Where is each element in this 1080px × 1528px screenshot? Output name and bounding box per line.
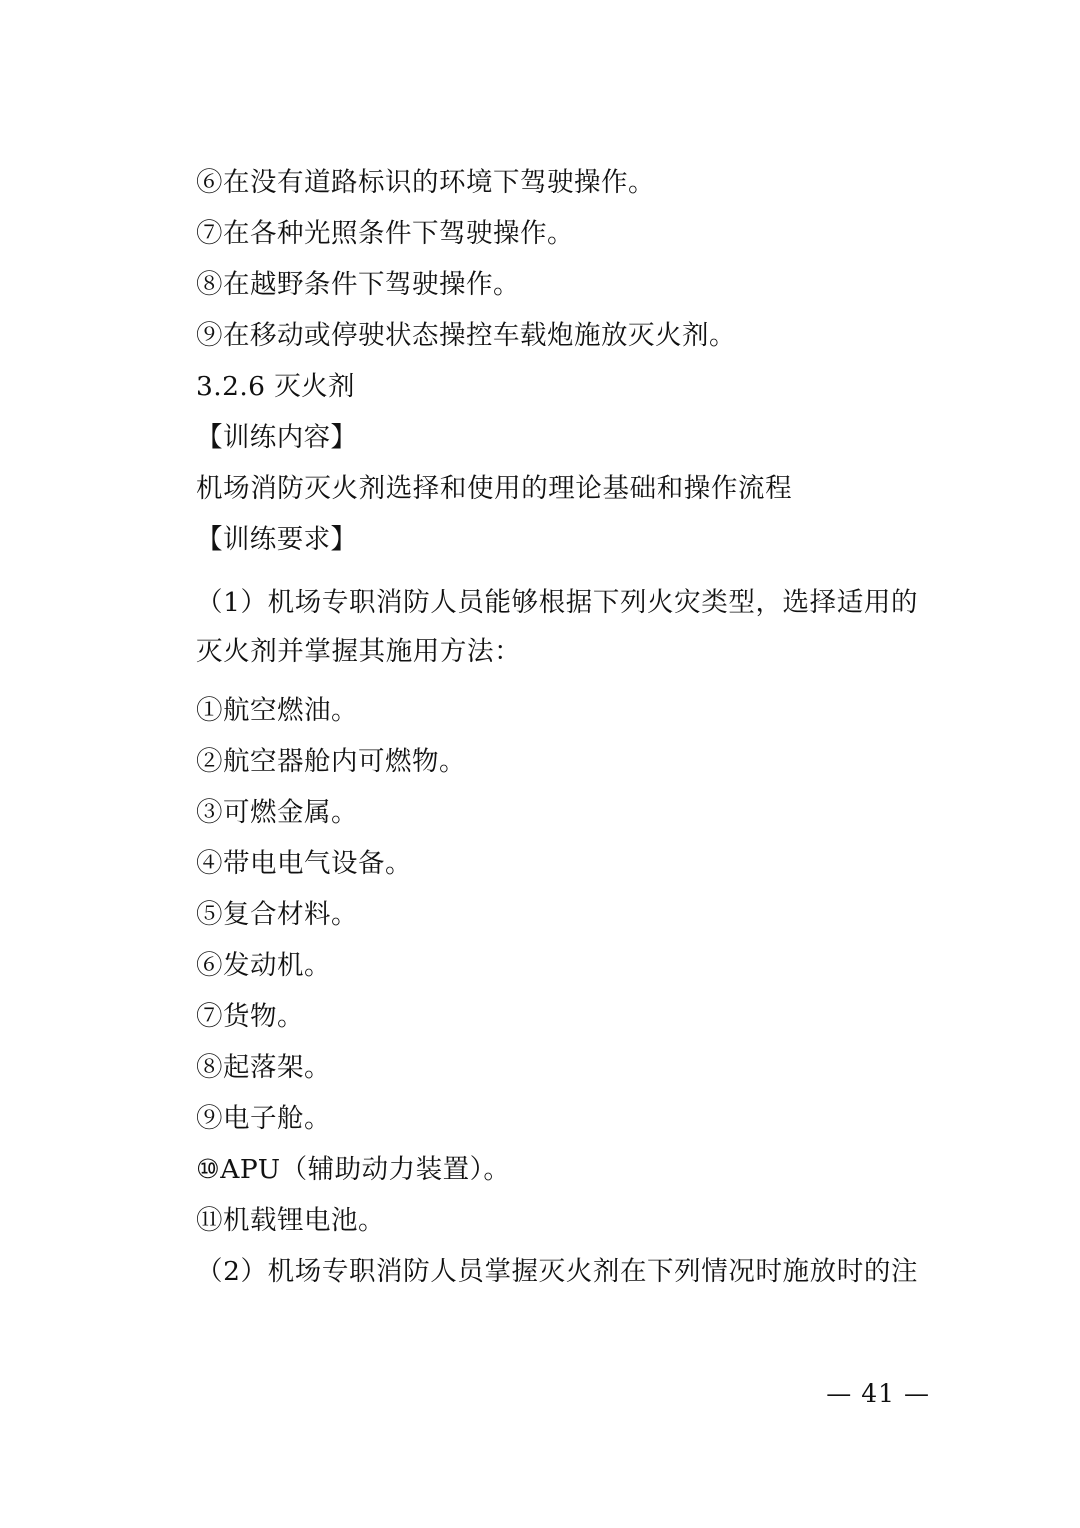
list-item: ⑩APU（辅助动力装置）。: [196, 1154, 511, 1186]
list-item: ⑧在越野条件下驾驶操作。: [196, 269, 520, 300]
list-item: ⑥在没有道路标识的环境下驾驶操作。: [196, 167, 655, 198]
page-number: — 41 —: [826, 1379, 930, 1408]
list-item: ⑦货物。: [196, 1001, 304, 1033]
list-item: ⑨电子舱。: [196, 1103, 331, 1135]
list-item: ⑧起落架。: [196, 1052, 331, 1084]
list-item: ③可燃金属。: [196, 797, 358, 829]
subsection-heading-training-content: 【训练内容】: [196, 422, 358, 453]
list-item: ⑪机载锂电池。: [196, 1205, 385, 1237]
paragraph: （2）机场专职消防人员掌握灭火剂在下列情况时施放时的注: [196, 1256, 919, 1288]
list-item: ②航空器舱内可燃物。: [196, 746, 466, 778]
paragraph: 机场消防灭火剂选择和使用的理论基础和操作流程: [196, 473, 793, 504]
section-heading: 3.2.6 灭火剂: [196, 371, 355, 402]
subsection-heading-training-requirements: 【训练要求】: [196, 524, 358, 555]
list-item: ⑨在移动或停驶状态操控车载炮施放灭火剂。: [196, 320, 736, 351]
list-item: ⑦在各种光照条件下驾驶操作。: [196, 218, 574, 249]
list-item: ④带电电气设备。: [196, 848, 412, 880]
list-item: ⑥发动机。: [196, 950, 331, 982]
list-item: ⑤复合材料。: [196, 899, 358, 931]
document-body: [196, 167, 930, 1288]
list-item: ①航空燃油。: [196, 695, 358, 727]
paragraph: （1）机场专职消防人员能够根据下列火灾类型，选择适用的灭火剂并掌握其施用方法：: [196, 587, 919, 668]
